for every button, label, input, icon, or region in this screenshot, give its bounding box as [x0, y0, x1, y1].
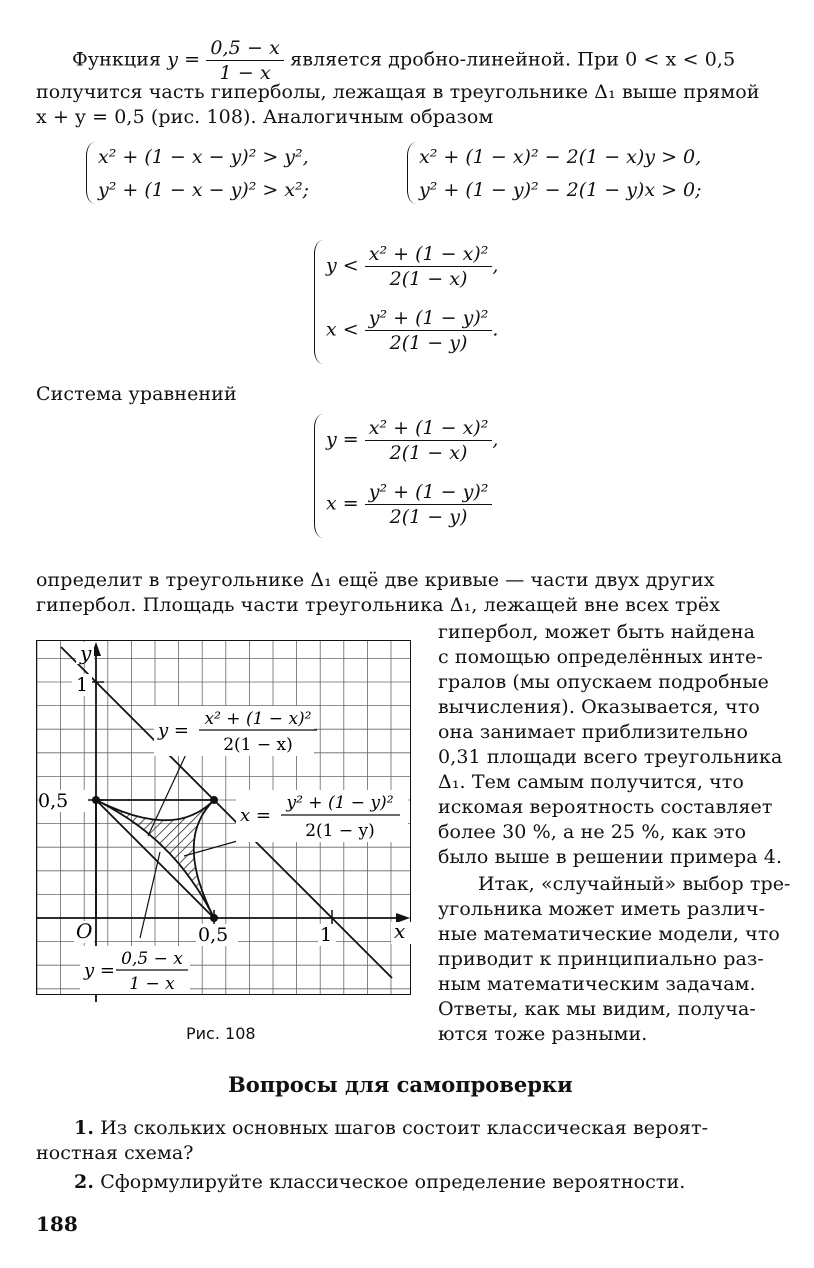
side-text-line: Ответы, как мы видим, получа-: [438, 998, 756, 1020]
origin-label: O: [76, 919, 93, 943]
label-b-num: y² + (1 − y)²: [286, 793, 394, 813]
brace-system-2: [314, 414, 323, 538]
label-a-den: 2(1 − x): [223, 735, 293, 755]
section-title: Вопросы для самопроверки: [228, 1072, 573, 1097]
label-a-num: x² + (1 − x)²: [204, 709, 312, 729]
side-text-line: она занимает приблизительно: [438, 721, 749, 743]
figure-108: [36, 640, 412, 1016]
leader-c: [140, 852, 160, 938]
intro-fraction: $\frac{0,5 - x}{1 - x}$: [206, 36, 284, 85]
intro-line-2: получится часть гиперболы, лежащая в треугольнике Δ₁ выше прямой: [36, 81, 760, 103]
para2-line-1: определит в треугольнике Δ₁ ещё две кривые — части двух других: [36, 569, 715, 591]
tick-label-1-x: 1: [320, 924, 333, 946]
label-b-den: 2(1 − y): [305, 821, 375, 841]
question-1-line-2: ностная схема?: [36, 1142, 194, 1164]
question-1-line-1: 1. Из скольких основных шагов состоит классическая вероят-: [74, 1117, 709, 1139]
side-text-line: ются тоже разными.: [438, 1023, 648, 1045]
axis-x-label: x: [394, 919, 406, 943]
system-label: Система уравнений: [36, 383, 237, 405]
side-text-line: искомая вероятность составляет: [438, 796, 773, 818]
brace-right-system: [407, 142, 416, 204]
side-text-line: гралов (мы опускаем подробные: [438, 671, 770, 693]
page-number: 188: [36, 1212, 78, 1236]
side-text-line: ные математические модели, что: [438, 923, 780, 945]
sys2-row-2: x = $\frac{\text{y² + (1 − y)²}}{2(1 - y)}$: [326, 480, 492, 529]
label-c-lhs: y =: [84, 960, 115, 981]
ineq-left-row-1: x² + (1 − x − y)² > y²,: [98, 146, 309, 168]
question-2-line-1: 2. Сформулируйте классическое определение вероятности.: [74, 1171, 686, 1193]
side-text-line: гипербол, может быть найдена: [438, 621, 756, 643]
tick-label-1-y: 1: [76, 674, 89, 696]
side-text-line: 0,31 площади всего треугольника: [438, 746, 783, 768]
para2-line-2: гипербол. Площадь части треугольника Δ₁, лежащей вне всех трёх: [36, 594, 721, 616]
intro-y-eq: y =: [167, 48, 201, 71]
axis-y-label: y: [80, 641, 92, 665]
brace-left-system: [86, 142, 95, 204]
ineq-right-row-1: x² + (1 − x)² − 2(1 − x)y > 0,: [419, 146, 702, 168]
label-b-lhs: x =: [240, 805, 271, 826]
sys1-row-1: y < $\frac{\text{x² + (1 − x)²}}{2(1 - x)}$ ,: [326, 243, 499, 290]
label-c-den: 1 − x: [129, 974, 175, 994]
intro-line-1-tail: является дробно-линейной. При 0 < x < 0,5: [290, 48, 736, 71]
side-text-line: приводит к принципиально раз-: [438, 948, 764, 970]
intro-line-3: x + y = 0,5 (рис. 108). Аналогичным образом: [36, 106, 494, 128]
side-text-line: вычисления). Оказывается, что: [438, 696, 760, 718]
side-text-line: ным математическим задачам.: [438, 973, 756, 995]
figure-caption: Рис. 108: [186, 1024, 256, 1043]
side-text-line: Итак, «случайный» выбор тре-: [478, 873, 791, 895]
side-text-line: было выше в решении примера 4.: [438, 846, 783, 868]
sys1-row-2: x < $\frac{\text{y² + (1 − y)²}}{2(1 - y)}$ .: [326, 307, 499, 354]
tick-label-05-y: 0,5: [38, 790, 69, 812]
intro-line-1: [72, 36, 735, 85]
brace-system-1: [314, 240, 323, 364]
vertex-05-05: [210, 796, 218, 804]
side-text-line: Δ₁. Тем самым получится, что: [438, 771, 744, 793]
side-text-line: угольника может иметь различ-: [438, 898, 766, 920]
intro-word-function: Функция: [72, 48, 162, 71]
ineq-right-row-2: y² + (1 − y)² − 2(1 − y)x > 0;: [419, 179, 702, 201]
ineq-left-row-2: y² + (1 − x − y)² > x²;: [98, 179, 310, 201]
tick-label-05-x: 0,5: [198, 924, 229, 946]
side-text-line: более 30 %, а не 25 %, как это: [438, 821, 747, 843]
label-a-lhs: y =: [158, 720, 189, 741]
label-c-num: 0,5 − x: [121, 949, 183, 969]
sys2-row-1: y = $\frac{\text{x² + (1 − x)²}}{2(1 - x)}$ ,: [326, 417, 499, 464]
side-text-line: с помощью определённых инте-: [438, 646, 763, 668]
